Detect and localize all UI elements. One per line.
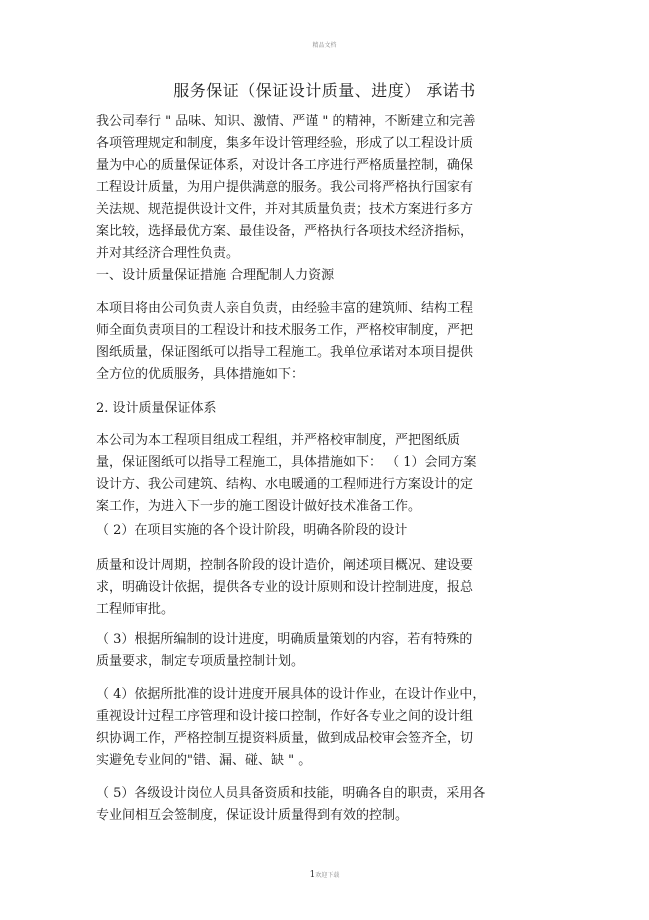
text-line: 案工作，为进入下一步的施工图设计做好技术准备工作。 bbox=[96, 499, 422, 514]
text-line: 重视设计过程工序管理和设计接口控制，作好各专业之间的设计组 bbox=[96, 709, 474, 724]
item2-heading: （ 2）在项目实施的各个设计阶段，明确各阶段的设计 bbox=[96, 523, 408, 538]
text-line: 求，明确设计依据，提供各专业的设计原则和设计控制进度，报总 bbox=[96, 580, 474, 595]
text-line: 设计方、我公司建筑、结构、水电暖通的工程师进行方案设计的定 bbox=[96, 477, 474, 492]
section1-heading: 一、设计质量保证措施 合理配制人力资源 bbox=[96, 268, 335, 283]
text-line: 我公司奉行 " 品味、知识、激情、严谨 " 的精神，不断建立和完善 bbox=[96, 114, 476, 129]
section1-paragraph bbox=[96, 298, 541, 386]
text-line: 质量要求，制定专项质量控制计划。 bbox=[96, 654, 305, 669]
section2-paragraph bbox=[96, 430, 541, 518]
item3-paragraph bbox=[96, 629, 541, 673]
text-line: 关法规、规范提供设计文件，并对其质量负责；技术方案进行多方 bbox=[96, 202, 474, 217]
text-line: 案比较，选择最优方案、最佳设备，严格执行各项技术经济指标， bbox=[96, 224, 474, 239]
text-line: 实避免专业间的"错、漏、碰、缺 " 。 bbox=[96, 753, 312, 768]
text-line: （ 3）根据所编制的设计进度，明确质量策划的内容，若有特殊的 bbox=[96, 632, 473, 647]
text-line: 图纸质量，保证图纸可以指导工程施工。我单位承诺对本项目提供 bbox=[96, 345, 474, 360]
text-line: 质量和设计周期，控制各阶段的设计造价，阐述项目概况、建设要 bbox=[96, 558, 474, 573]
text-line: 师全面负责项目的工程设计和技术服务工作，严格校审制度，严把 bbox=[96, 323, 474, 338]
item4-paragraph bbox=[96, 684, 541, 772]
footer-text: 欢迎下载 bbox=[315, 872, 340, 879]
page-number: 1 bbox=[309, 870, 316, 880]
text-line: 专业间相互会签制度，保证设计质量得到有效的控制。 bbox=[96, 808, 409, 823]
text-line: 量为中心的质量保证体系，对设计各工序进行严格质量控制，确保 bbox=[96, 158, 474, 173]
section2-heading: 2. 设计质量保证体系 bbox=[96, 401, 217, 416]
text-line: 工程设计质量，为用户提供满意的服务。我公司将严格执行国家有 bbox=[96, 180, 474, 195]
page-header: 精品文档 bbox=[312, 42, 337, 49]
text-line: 并对其经济合理性负责。 bbox=[96, 246, 240, 261]
text-line: 各项管理规定和制度，集多年设计管理经验，形成了以工程设计质 bbox=[96, 136, 474, 151]
text-line: 本公司为本工程项目组成工程组，并严格校审制度，严把图纸质 bbox=[96, 433, 461, 448]
text-line: 织协调工作，严格控制互提资料质量，做到成品校审会签齐全，切 bbox=[96, 731, 474, 746]
text-line: 量，保证图纸可以指导工程施工，具体措施如下： （ 1）会同方案 bbox=[96, 455, 477, 470]
item5-paragraph bbox=[96, 783, 541, 827]
text-line: 本项目将由公司负责人亲自负责，由经验丰富的建筑师、结构工程 bbox=[96, 301, 474, 316]
text-line: （ 5）各级设计岗位人员具备资质和技能，明确各自的职责，采用各 bbox=[96, 786, 486, 801]
text-line: （ 4）依据所批准的设计进度开展具体的设计作业，在设计作业中， bbox=[96, 687, 486, 702]
intro-paragraph bbox=[96, 111, 541, 265]
page-footer bbox=[0, 870, 649, 880]
text-line: 工程师审批。 bbox=[96, 602, 175, 617]
item2-paragraph bbox=[96, 555, 541, 621]
document-title: 服务保证（保证设计质量、进度） 承诺书 bbox=[173, 81, 476, 100]
text-line: 全方位的优质服务，具体措施如下： bbox=[96, 367, 305, 382]
